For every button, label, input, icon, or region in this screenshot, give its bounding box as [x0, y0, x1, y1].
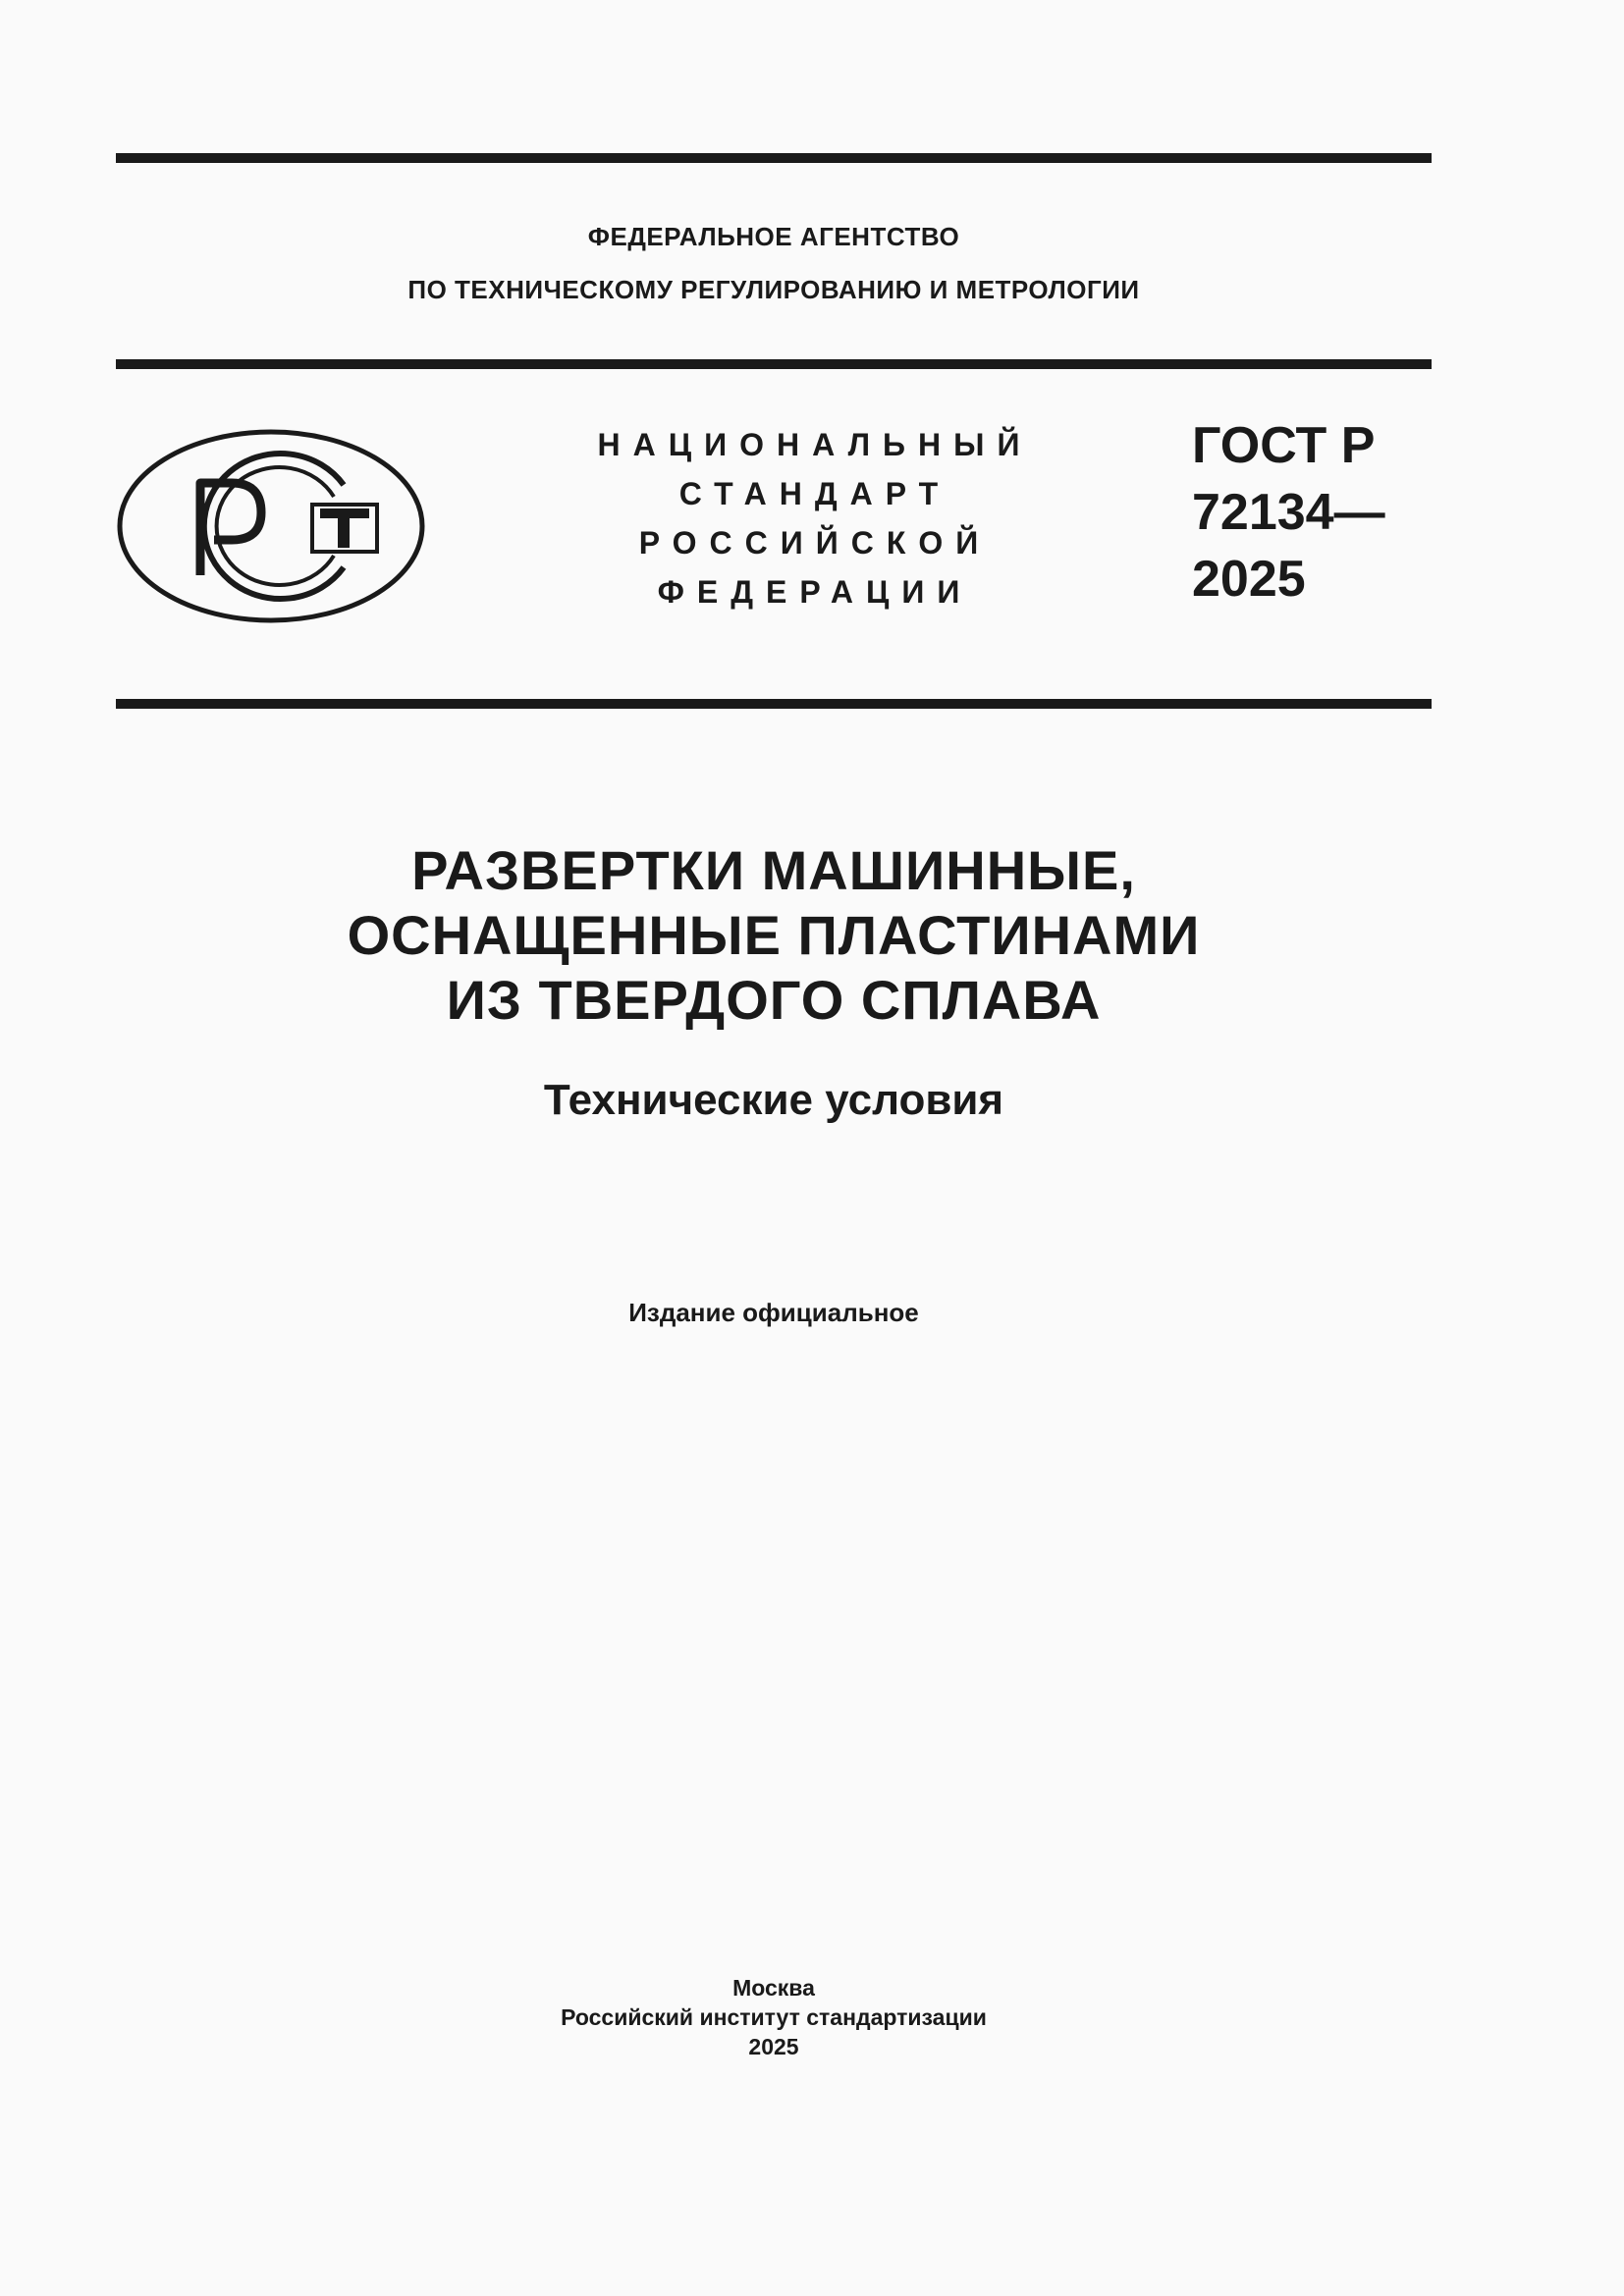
standard-code — [1192, 412, 1385, 613]
standard-code-line: 72134— — [1192, 484, 1385, 541]
imprint-city: Москва — [732, 1975, 815, 2001]
title-line: ИЗ ТВЕРДОГО СПЛАВА — [446, 969, 1102, 1031]
imprint-publisher: Российский институт стандартизации — [561, 2004, 987, 2030]
rst-mark-icon — [116, 428, 426, 624]
rst-mark-logo — [116, 428, 426, 624]
national-standard-label — [550, 420, 1080, 616]
header-rule — [116, 359, 1432, 369]
national-line: НАЦИОНАЛЬНЫЙ — [597, 427, 1033, 462]
agency-line-2: ПО ТЕХНИЧЕСКОМУ РЕГУЛИРОВАНИЮ И МЕТРОЛОГИИ — [407, 275, 1140, 304]
national-line: СТАНДАРТ — [678, 476, 951, 511]
imprint-year: 2025 — [748, 2034, 799, 2059]
standard-code-line: ГОСТ Р — [1192, 417, 1376, 474]
document-title — [116, 838, 1432, 1033]
national-line: РОССИЙСКОЙ — [638, 525, 992, 561]
standard-code-line: 2025 — [1192, 551, 1306, 608]
title-line: ОСНАЩЕННЫЕ ПЛАСТИНАМИ — [347, 904, 1201, 966]
edition-label: Издание официальное — [628, 1298, 919, 1327]
national-line: ФЕДЕРАЦИИ — [657, 574, 973, 610]
document-subtitle: Технические условия — [543, 1076, 1004, 1124]
title-line: РАЗВЕРТКИ МАШИННЫЕ, — [411, 839, 1136, 901]
top-rule — [116, 153, 1432, 163]
logo-rule — [116, 699, 1432, 709]
agency-line-1: ФЕДЕРАЛЬНОЕ АГЕНТСТВО — [587, 222, 960, 251]
